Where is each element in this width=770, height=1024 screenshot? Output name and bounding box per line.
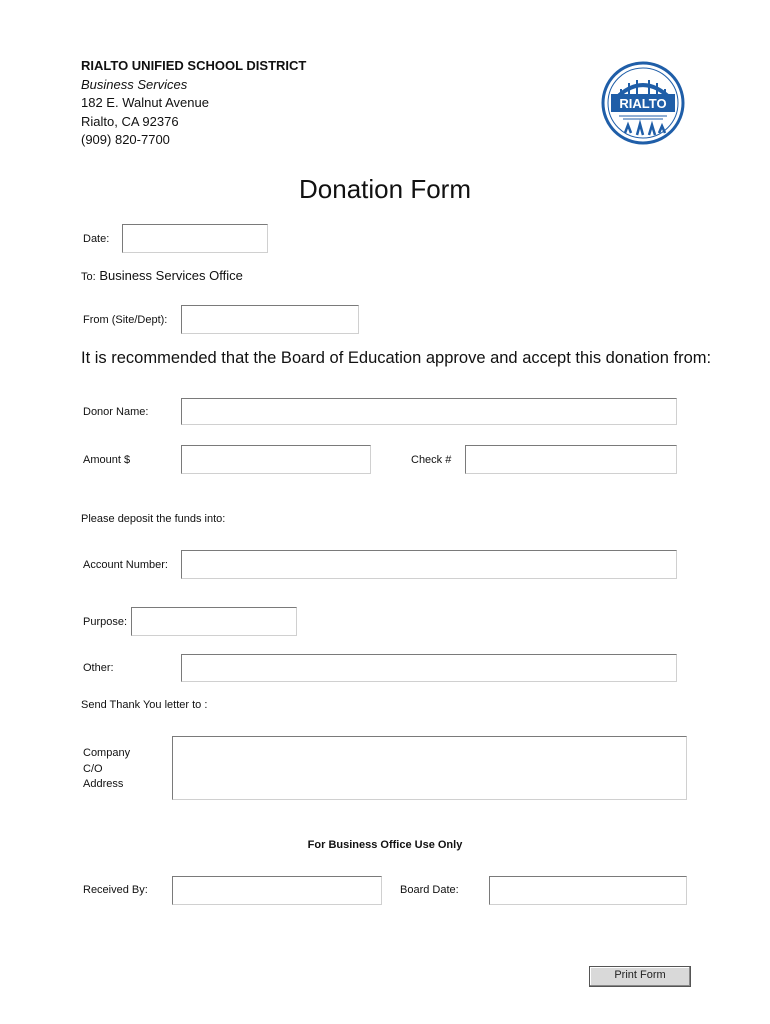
district-name: RIALTO UNIFIED SCHOOL DISTRICT	[81, 58, 307, 73]
purpose-field[interactable]	[131, 607, 297, 636]
from-site-dept-field[interactable]	[181, 305, 359, 334]
check-number-field[interactable]	[465, 445, 677, 474]
address-line-2: Rialto, CA 92376	[81, 113, 179, 129]
thank-you-address-field[interactable]	[172, 736, 687, 800]
to-label: To:	[81, 271, 96, 283]
department-name: Business Services	[81, 76, 188, 92]
donor-name-field[interactable]	[181, 398, 677, 425]
page-title: Donation Form	[299, 174, 471, 204]
from-label: From (Site/Dept):	[83, 314, 168, 326]
logo-text: RIALTO	[619, 96, 667, 111]
check-number-label: Check #	[411, 454, 452, 466]
received-by-label: Received By:	[83, 884, 148, 896]
account-number-label: Account Number:	[83, 559, 168, 571]
print-form-button[interactable]: Print Form	[589, 966, 691, 987]
board-date-field[interactable]	[489, 876, 687, 905]
amount-field[interactable]	[181, 445, 371, 474]
rialto-logo-icon	[601, 61, 685, 145]
deposit-intro: Please deposit the funds into:	[81, 513, 226, 525]
address-line-1: 182 E. Walnut Avenue	[81, 95, 209, 110]
phone-number: (909) 820-7700	[81, 132, 170, 147]
received-by-field[interactable]	[172, 876, 382, 905]
office-use-heading: For Business Office Use Only	[307, 839, 463, 851]
date-field[interactable]	[122, 224, 268, 253]
district-header	[81, 57, 306, 150]
other-label: Other:	[83, 662, 114, 674]
donor-name-label: Donor Name:	[83, 406, 149, 418]
co-label: C/O	[83, 762, 103, 775]
to-value: Business Services Office	[99, 268, 243, 283]
board-date-label: Board Date:	[400, 884, 459, 896]
recommendation-text: It is recommended that the Board of Education approve and accept this donation from:	[81, 349, 712, 367]
company-label: Company	[83, 747, 131, 759]
account-number-field[interactable]	[181, 550, 677, 579]
amount-label: Amount $	[83, 454, 131, 466]
thank-you-labels	[83, 746, 130, 793]
to-line	[81, 268, 243, 283]
address-label: Address	[83, 778, 124, 790]
other-field[interactable]	[181, 654, 677, 682]
date-label: Date:	[83, 233, 110, 245]
purpose-label: Purpose:	[83, 616, 128, 628]
thank-you-intro: Send Thank You letter to :	[81, 699, 208, 711]
